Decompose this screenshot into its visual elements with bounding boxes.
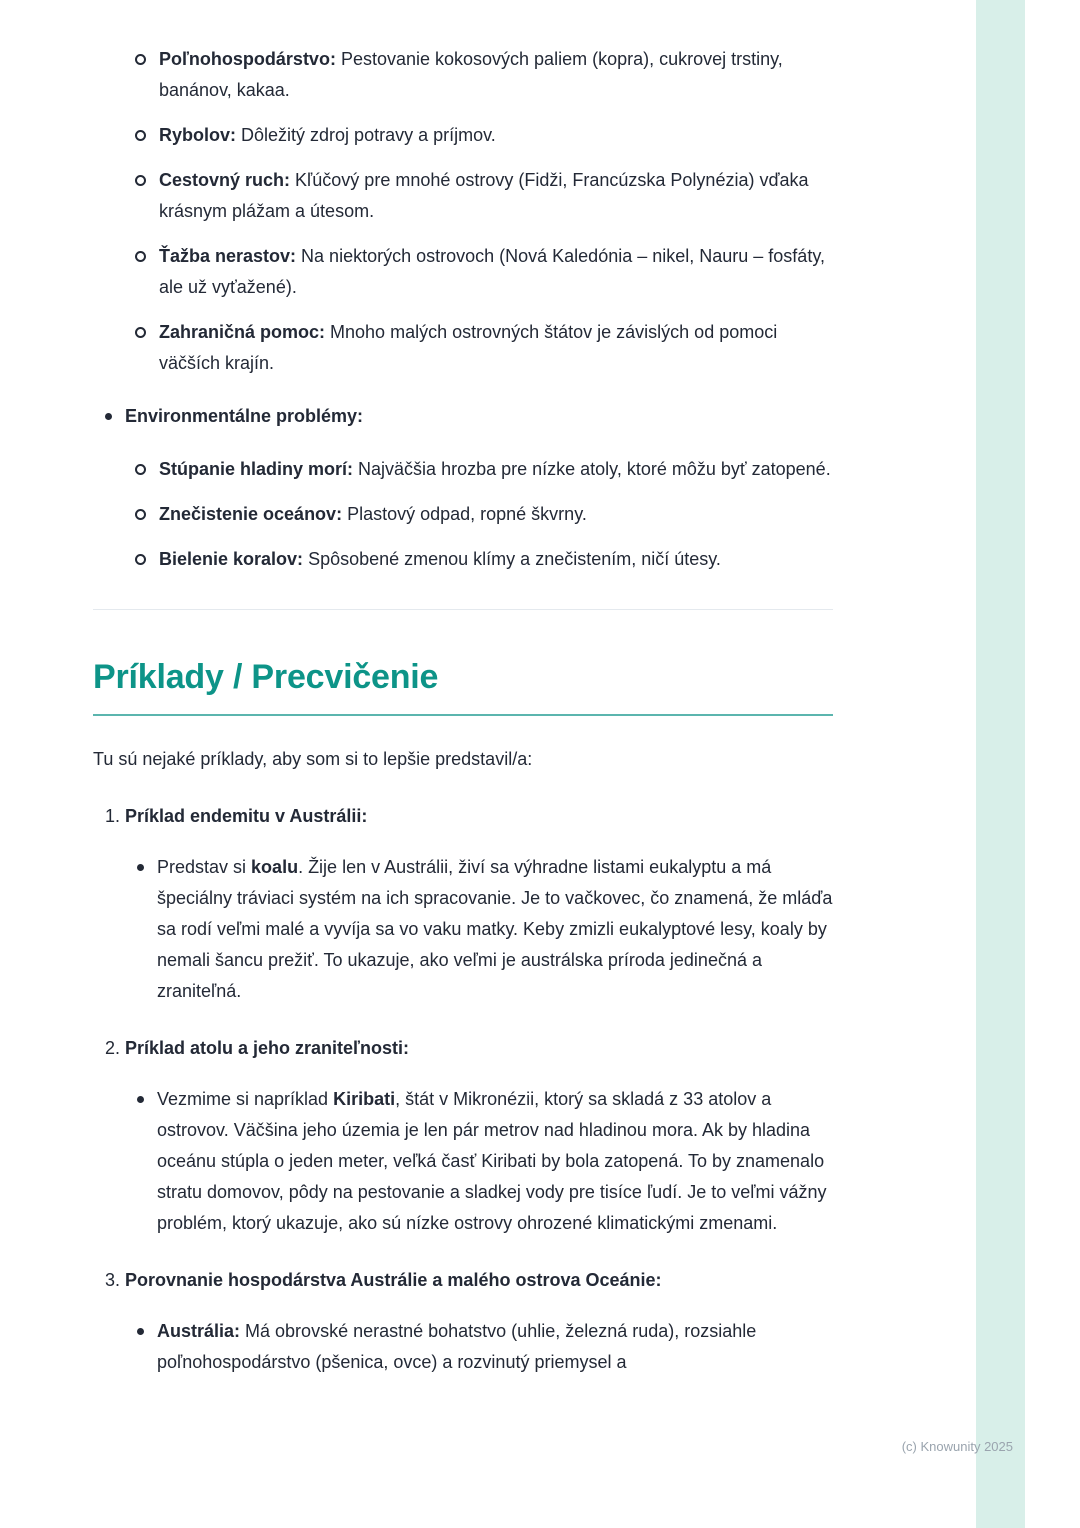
list-item-text bbox=[159, 317, 833, 379]
hollow-bullet-icon bbox=[135, 509, 146, 520]
item-label: Zahraničná pomoc: bbox=[159, 322, 326, 342]
item-label: Ťažba nerastov: bbox=[159, 246, 297, 266]
item-body-post: . Žije len v Austrálii, živí sa výhradne listami eukalyptu a má špeciálny tráviaci systém na ich spracovanie. Je to vačkovec, čo znamená, že mláďa sa rodí veľmi malé a vyvíja sa vo vaku matky. Keby zmizli eukalyptové lesy, koaly by nemali šancu prežiť. To ukazuje, ako veľmi je austrálska príroda jedinečná a zraniteľná. bbox=[157, 857, 833, 1001]
item-number: 3. bbox=[105, 1270, 121, 1290]
page-content bbox=[93, 44, 833, 1392]
hollow-bullet-icon bbox=[135, 464, 146, 475]
item-number: 2. bbox=[105, 1038, 121, 1058]
environment-list bbox=[93, 454, 833, 575]
list-item-text bbox=[157, 1316, 833, 1378]
item-body-pre: Vezmime si napríklad bbox=[157, 1089, 334, 1109]
list-item bbox=[135, 241, 833, 303]
list-item-text bbox=[159, 120, 833, 151]
solid-bullet-icon bbox=[137, 1096, 144, 1103]
item-body: Spôsobené zmenou klímy a znečistením, ničí útesy. bbox=[303, 549, 721, 569]
economy-list bbox=[93, 44, 833, 379]
item-heading: Porovnanie hospodárstva Austrálie a malého ostrova Oceánie: bbox=[125, 1270, 662, 1290]
item-bold: Kiribati bbox=[333, 1089, 396, 1109]
example-1-list bbox=[93, 852, 833, 1007]
item-bold: Austrália: bbox=[157, 1321, 241, 1341]
list-item bbox=[135, 454, 833, 485]
item-body-post: , štát v Mikronézii, ktorý sa skladá z 33 atolov a ostrovov. Väčšina jeho územia je len pár metrov nad hladinou mora. Ak by hladina oceánu stúpla o jeden meter, veľká časť Kiribati by bola zatopená. To by znamenalo stratu domovov, pôdy na pestovanie a sladkej vody pre tisíce ľudí. Je to veľmi vážny problém, ktorý ukazuje, ako sú nízke ostrovy ohrozené klimatickými zmenami. bbox=[157, 1089, 827, 1233]
list-item bbox=[135, 544, 833, 575]
environment-heading-item bbox=[93, 401, 833, 432]
hollow-bullet-icon bbox=[135, 130, 146, 141]
list-item-text bbox=[159, 241, 833, 303]
item-body-pre: Predstav si bbox=[157, 857, 252, 877]
item-body-post: Má obrovské nerastné bohatstvo (uhlie, železná ruda), rozsiahle poľnohospodárstvo (pšenica, ovce) a rozvinutý priemysel a bbox=[157, 1321, 757, 1372]
list-item bbox=[135, 120, 833, 151]
numbered-item-2 bbox=[93, 1033, 833, 1064]
item-heading: Príklad endemitu v Austrálii: bbox=[125, 806, 368, 826]
solid-bullet-icon bbox=[105, 413, 112, 420]
solid-bullet-icon bbox=[137, 1328, 144, 1335]
item-bold: koalu bbox=[251, 857, 299, 877]
item-label: Bielenie koralov: bbox=[159, 549, 304, 569]
hollow-bullet-icon bbox=[135, 327, 146, 338]
item-body: Dôležitý zdroj potravy a príjmov. bbox=[236, 125, 496, 145]
list-item bbox=[135, 165, 833, 227]
list-item-text bbox=[157, 852, 833, 1007]
item-body: Kľúčový pre mnohé ostrovy (Fidži, Francúzska Polynézia) vďaka krásnym plážam a útesom. bbox=[159, 170, 809, 221]
list-item-text bbox=[159, 165, 833, 227]
solid-bullet-icon bbox=[137, 864, 144, 871]
hollow-bullet-icon bbox=[135, 175, 146, 186]
item-body: Na niektorých ostrovoch (Nová Kaledónia – nikel, Nauru – fosfáty, ale už vyťažené). bbox=[159, 246, 825, 297]
item-body: Plastový odpad, ropné škvrny. bbox=[342, 504, 587, 524]
list-item-text bbox=[125, 1033, 833, 1064]
list-item-text bbox=[159, 44, 833, 106]
section-label: Environmentálne problémy: bbox=[125, 406, 364, 426]
list-item-text bbox=[157, 1084, 833, 1239]
example-3-list bbox=[93, 1316, 833, 1378]
item-label: Cestovný ruch: bbox=[159, 170, 291, 190]
list-item bbox=[137, 1316, 833, 1378]
list-item-text bbox=[159, 454, 833, 485]
list-item bbox=[135, 499, 833, 530]
page-edge-stripe bbox=[976, 0, 1025, 1528]
list-item-text bbox=[159, 544, 833, 575]
list-item bbox=[137, 852, 833, 1007]
list-item bbox=[135, 44, 833, 106]
list-item-text bbox=[125, 801, 833, 832]
item-number: 1. bbox=[105, 806, 121, 826]
item-label: Znečistenie oceánov: bbox=[159, 504, 343, 524]
hollow-bullet-icon bbox=[135, 251, 146, 262]
hollow-bullet-icon bbox=[135, 554, 146, 565]
item-body: Pestovanie kokosových paliem (kopra), cukrovej trstiny, banánov, kakaa. bbox=[159, 49, 783, 100]
item-body: Najväčšia hrozba pre nízke atoly, ktoré môžu byť zatopené. bbox=[353, 459, 831, 479]
copyright-text: (c) Knowunity 2025 bbox=[901, 1439, 1013, 1454]
item-label: Rybolov: bbox=[159, 125, 237, 145]
numbered-item-3 bbox=[93, 1265, 833, 1296]
item-heading: Príklad atolu a jeho zraniteľnosti: bbox=[125, 1038, 409, 1058]
hollow-bullet-icon bbox=[135, 54, 146, 65]
list-item-text bbox=[125, 401, 833, 432]
list-item-text bbox=[159, 499, 833, 530]
section-title: Príklady / Precvičenie bbox=[93, 656, 833, 716]
list-item bbox=[135, 317, 833, 379]
list-item bbox=[137, 1084, 833, 1239]
intro-text: Tu sú nejaké príklady, aby som si to lepšie predstavil/a: bbox=[93, 749, 533, 769]
section-divider bbox=[93, 609, 833, 610]
item-body: Mnoho malých ostrovných štátov je závislých od pomoci väčších krajín. bbox=[159, 322, 778, 373]
numbered-item-1 bbox=[93, 801, 833, 832]
item-label: Poľnohospodárstvo: bbox=[159, 49, 336, 69]
item-label: Stúpanie hladiny morí: bbox=[159, 459, 354, 479]
example-2-list bbox=[93, 1084, 833, 1239]
list-item-text bbox=[125, 1265, 833, 1296]
